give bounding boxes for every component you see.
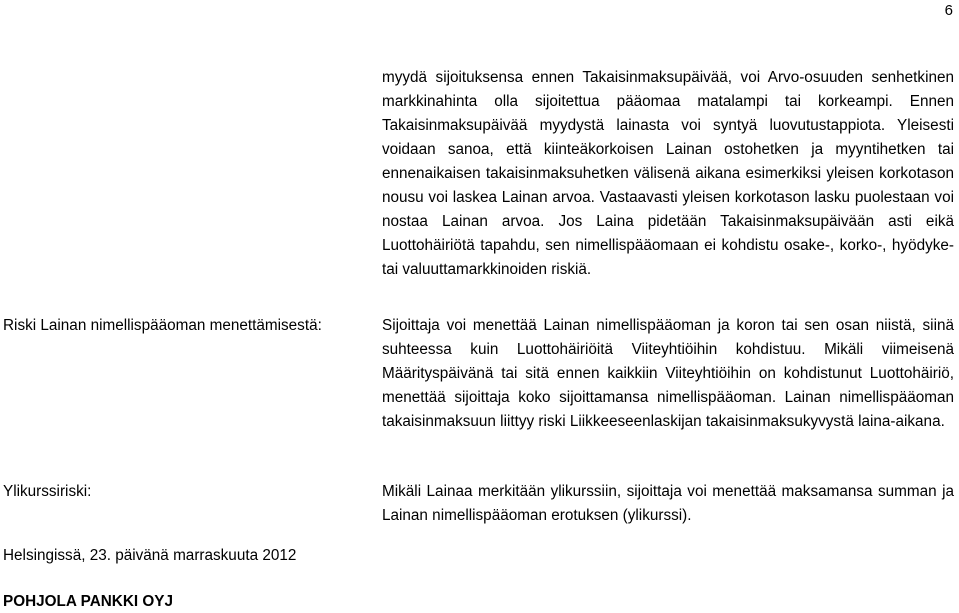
- overprice-risk-text: Mikäli Lainaa merkitään ylikurssiin, sijoittaja voi menettää maksamansa summan ja Lainan nimellispääoman erotuksen (ylikurssi).: [382, 483, 954, 524]
- intro-paragraph: myydä sijoituksensa ennen Takaisinmaksupäivää, voi Arvo-osuuden senhetkinen markkinahinta olla sijoitettua pääomaa matalampi tai korkeampi. Ennen Takaisinmaksupäivää myydystä lainasta voi syntyä luovutustappiota. Yleisesti voidaan sanoa, että kiinteäkorkoisen Lainan ostohetken ja myyntihetken tai ennenaikaisen takaisinmaksuhetken välisenä aikana esimerkiksi yleisen korkotason nousu voi laskea Lainan arvoa. Vastaavasti yleisen korkotason lasku puolestaan voi nostaa Lainan arvoa. Jos Laina pidetään Takaisinmaksupäivään asti eikä Luottohäiriötä tapahdu, sen nimellispääomaan ei kohdistu osake-, korko-, hyödyke- tai valuuttamarkkinoiden riskiä.: [382, 69, 954, 278]
- principal-loss-risk-label: Riski Lainan nimellispääoman menettämisestä:: [3, 317, 322, 334]
- page-number: 6: [944, 2, 953, 19]
- overprice-risk-label: Ylikurssiriski:: [3, 483, 92, 500]
- company-name: POHJOLA PANKKI OYJ: [3, 593, 173, 610]
- place-date: Helsingissä, 23. päivänä marraskuuta 2012: [3, 547, 297, 564]
- principal-loss-risk-text: Sijoittaja voi menettää Lainan nimellispääoman ja koron tai sen osan niistä, siinä suhteessa kuin Luottohäiriöitä Viiteyhtiöihin kohdistuu. Mikäli viimeisenä Määrityspäivänä tai sitä ennen kaikkiin Viiteyhtiöihin on kohdistunut Luottohäiriö, menettää sijoittaja koko sijoittamansa nimellispääoman. Lainan nimellispääoman takaisinmaksuun liittyy riski Liikkeeseenlaskijan takaisinmaksukyvystä laina-aikana.: [382, 317, 954, 430]
